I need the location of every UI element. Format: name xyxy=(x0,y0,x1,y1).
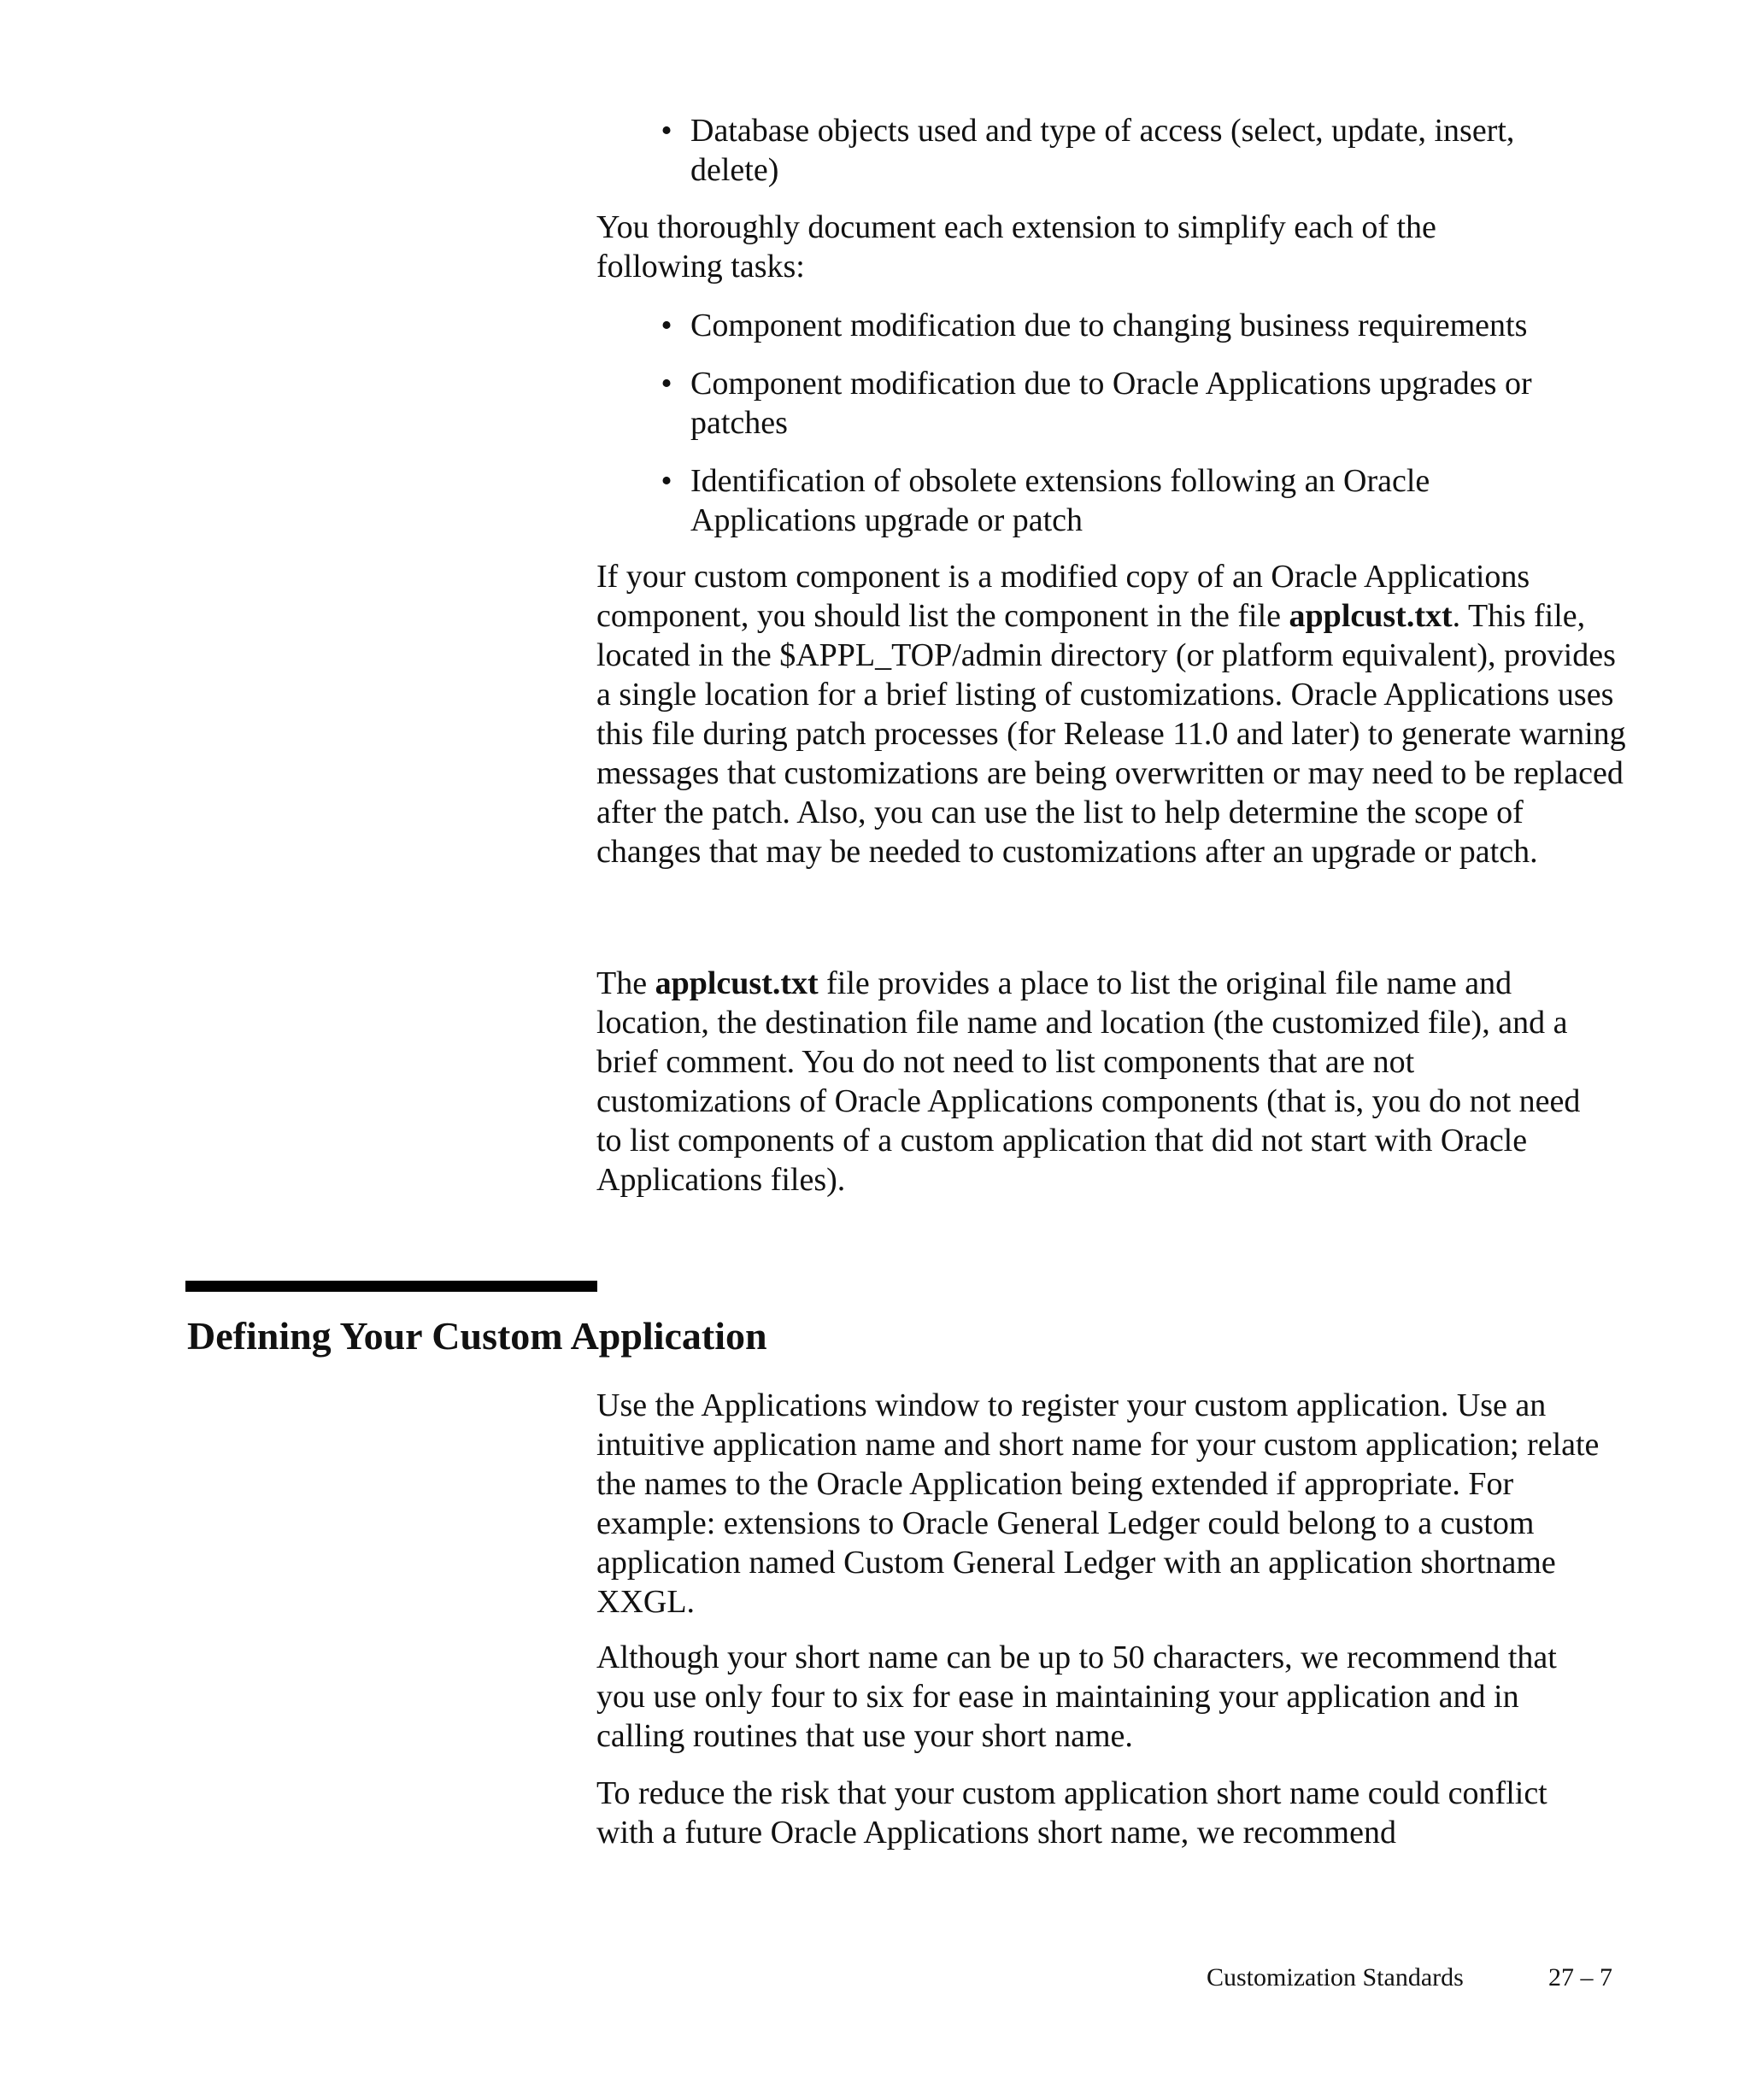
bullet-icon: • xyxy=(661,113,672,149)
footer-section-title: Customization Standards xyxy=(1207,1963,1464,1991)
list-item xyxy=(596,461,1665,540)
bullet-icon: • xyxy=(661,463,672,499)
section-heading: Defining Your Custom Application xyxy=(187,1314,767,1358)
bullet-icon: • xyxy=(661,308,672,343)
bullet-icon: • xyxy=(661,366,672,402)
paragraph-register-application xyxy=(596,1386,1630,1622)
paragraph-text: Although your short name can be up to 50 characters, we recommend that you use only four to six for ease in maintaining your application and in calling routines that use your short name. xyxy=(596,1640,1557,1754)
paragraph-applcust-listing xyxy=(596,557,1630,871)
text-run: file provides a place to list the original file name and location, the destination file name and location (the customized file), and a brief comment. You do not need to list components that are not customizations of Oracle Applications components (that is, you do not need to list components of a custom application that did not start with Oracle Applications files). xyxy=(596,965,1581,1198)
paragraph-text: You thoroughly document each extension to simplify each of the following tasks: xyxy=(596,209,1436,284)
paragraph-intro xyxy=(596,208,1630,286)
paragraph-text xyxy=(596,557,1630,871)
bullet-list-access xyxy=(596,111,1665,190)
paragraph-text: To reduce the risk that your custom application short name could conflict with a future Oracle Applications short name, we recommend xyxy=(596,1775,1547,1851)
paragraph-text: Use the Applications window to register your custom application. Use an intuitive application name and short name for your custom application; relate the names to the Oracle Application being extended if appropriate. For example: extensions to Oracle General Ledger could belong to a custom application named Custom General Ledger with an application shortname XXGL. xyxy=(596,1387,1600,1620)
list-item-text-line: delete) xyxy=(690,152,779,188)
filename-applcust: applcust.txt xyxy=(1289,598,1453,634)
section-rule xyxy=(185,1281,597,1292)
bullet-list-tasks xyxy=(596,306,1665,559)
text-run: . This file, located in the $APPL_TOP/admin directory (or platform equivalent), provides a single location for a brief listing of customizations. Oracle Applications uses this file during patch processes (for Release 11.0 and later) to generate warning messages that customizations are being overwritten or may need to be replaced after the patch. Also, you can use the list to help determine the scope of changes that may be needed to customizations after an upgrade or patch. xyxy=(596,598,1626,870)
list-item xyxy=(596,364,1665,443)
paragraph-short-name-conflict xyxy=(596,1774,1630,1852)
list-item-text-line: Database objects used and type of access (select, update, insert, xyxy=(690,113,1515,149)
text-run: If your custom component is a modified copy of an Oracle Applications component, you should list the component in the file xyxy=(596,559,1530,634)
paragraph-short-name-length xyxy=(596,1638,1630,1756)
list-item-text: Component modification due to changing business requirements xyxy=(690,308,1528,343)
filename-applcust: applcust.txt xyxy=(655,965,819,1001)
list-item xyxy=(596,111,1665,190)
footer-page-number: 27 – 7 xyxy=(1548,1963,1612,1991)
list-item xyxy=(596,306,1665,345)
paragraph-applcust-contents xyxy=(596,964,1630,1200)
list-item-text: Component modification due to Oracle Applications upgrades or patches xyxy=(690,366,1532,441)
text-run: The xyxy=(596,965,655,1001)
list-item-text: Identification of obsolete extensions following an Oracle Applications upgrade or patch xyxy=(690,463,1430,538)
paragraph-text xyxy=(596,964,1613,1200)
